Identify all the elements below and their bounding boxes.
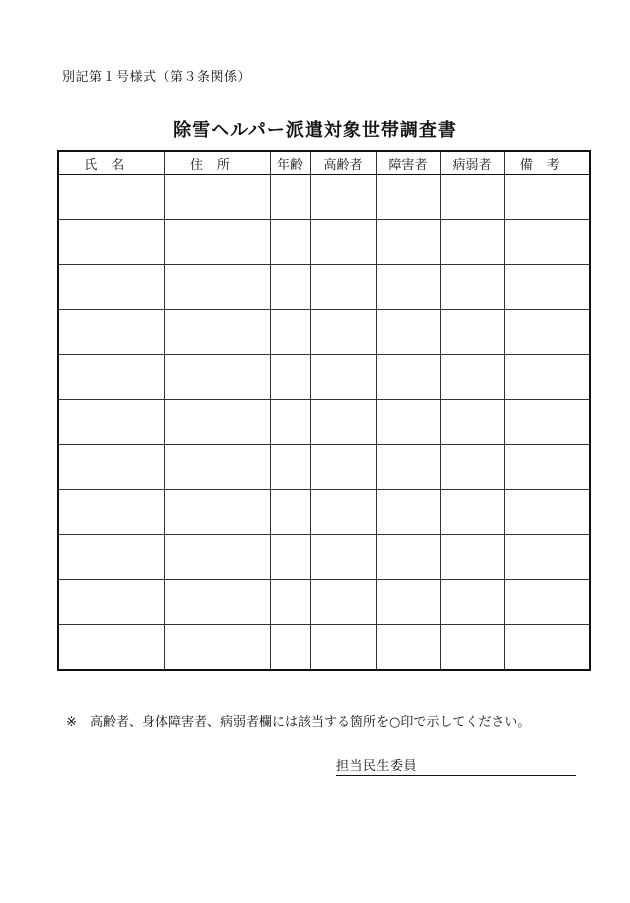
cell-disabled[interactable] (376, 400, 440, 445)
cell-address[interactable] (164, 400, 270, 445)
table-row (58, 220, 590, 265)
cell-disabled[interactable] (376, 310, 440, 355)
table-row (58, 355, 590, 400)
cell-address[interactable] (164, 490, 270, 535)
table-row (58, 625, 590, 671)
cell-age[interactable] (270, 580, 310, 625)
cell-infirm[interactable] (440, 355, 504, 400)
signature-label: 担当民生委員 (336, 759, 418, 774)
cell-name[interactable] (58, 625, 164, 671)
cell-remarks[interactable] (504, 265, 590, 310)
cell-age[interactable] (270, 220, 310, 265)
cell-remarks[interactable] (504, 220, 590, 265)
cell-name[interactable] (58, 490, 164, 535)
cell-name[interactable] (58, 220, 164, 265)
cell-name[interactable] (58, 265, 164, 310)
header-disabled: 障害者 (376, 151, 440, 175)
signature-field[interactable] (336, 755, 576, 776)
table-row (58, 580, 590, 625)
cell-address[interactable] (164, 535, 270, 580)
cell-age[interactable] (270, 535, 310, 580)
cell-elderly[interactable] (310, 400, 376, 445)
cell-name[interactable] (58, 445, 164, 490)
cell-name[interactable] (58, 580, 164, 625)
cell-disabled[interactable] (376, 490, 440, 535)
header-address: 住所 (164, 151, 270, 175)
cell-infirm[interactable] (440, 310, 504, 355)
cell-elderly[interactable] (310, 490, 376, 535)
cell-address[interactable] (164, 625, 270, 671)
cell-elderly[interactable] (310, 220, 376, 265)
cell-infirm[interactable] (440, 400, 504, 445)
cell-remarks[interactable] (504, 535, 590, 580)
cell-remarks[interactable] (504, 310, 590, 355)
cell-elderly[interactable] (310, 535, 376, 580)
cell-age[interactable] (270, 625, 310, 671)
cell-elderly[interactable] (310, 355, 376, 400)
table-row (58, 175, 590, 220)
cell-disabled[interactable] (376, 220, 440, 265)
cell-disabled[interactable] (376, 580, 440, 625)
header-remarks: 備考 (504, 151, 590, 175)
cell-disabled[interactable] (376, 445, 440, 490)
cell-remarks[interactable] (504, 580, 590, 625)
cell-elderly[interactable] (310, 445, 376, 490)
cell-disabled[interactable] (376, 265, 440, 310)
household-survey-table (57, 150, 591, 671)
cell-disabled[interactable] (376, 355, 440, 400)
cell-age[interactable] (270, 400, 310, 445)
cell-name[interactable] (58, 535, 164, 580)
cell-age[interactable] (270, 355, 310, 400)
cell-remarks[interactable] (504, 355, 590, 400)
cell-age[interactable] (270, 490, 310, 535)
header-infirm: 病弱者 (440, 151, 504, 175)
cell-address[interactable] (164, 355, 270, 400)
cell-infirm[interactable] (440, 490, 504, 535)
header-age: 年齢 (270, 151, 310, 175)
cell-infirm[interactable] (440, 175, 504, 220)
cell-elderly[interactable] (310, 265, 376, 310)
cell-age[interactable] (270, 265, 310, 310)
cell-disabled[interactable] (376, 625, 440, 671)
table-body (58, 175, 590, 671)
cell-remarks[interactable] (504, 175, 590, 220)
document-title: 除雪ヘルパー派遣対象世帯調査書 (173, 120, 457, 141)
cell-elderly[interactable] (310, 175, 376, 220)
table-row (58, 535, 590, 580)
note-mark: ※ (66, 715, 77, 730)
cell-address[interactable] (164, 265, 270, 310)
cell-name[interactable] (58, 400, 164, 445)
cell-address[interactable] (164, 310, 270, 355)
cell-infirm[interactable] (440, 220, 504, 265)
table-header-row (58, 151, 590, 175)
cell-infirm[interactable] (440, 625, 504, 671)
cell-remarks[interactable] (504, 490, 590, 535)
cell-name[interactable] (58, 355, 164, 400)
cell-remarks[interactable] (504, 445, 590, 490)
header-name: 氏名 (58, 151, 164, 175)
cell-address[interactable] (164, 175, 270, 220)
note-text: 高齢者、身体障害者、病弱者欄には該当する箇所を○印で示してください。 (90, 715, 531, 730)
cell-elderly[interactable] (310, 625, 376, 671)
table-row (58, 445, 590, 490)
table-row (58, 400, 590, 445)
cell-remarks[interactable] (504, 625, 590, 671)
cell-disabled[interactable] (376, 175, 440, 220)
cell-age[interactable] (270, 175, 310, 220)
header-elderly: 高齢者 (310, 151, 376, 175)
instruction-note (66, 711, 530, 730)
cell-remarks[interactable] (504, 400, 590, 445)
cell-address[interactable] (164, 220, 270, 265)
cell-infirm[interactable] (440, 535, 504, 580)
cell-infirm[interactable] (440, 580, 504, 625)
cell-infirm[interactable] (440, 445, 504, 490)
table-row (58, 490, 590, 535)
cell-address[interactable] (164, 445, 270, 490)
cell-name[interactable] (58, 175, 164, 220)
cell-address[interactable] (164, 580, 270, 625)
table-row (58, 310, 590, 355)
cell-name[interactable] (58, 310, 164, 355)
cell-disabled[interactable] (376, 535, 440, 580)
cell-age[interactable] (270, 310, 310, 355)
table-row (58, 265, 590, 310)
cell-elderly[interactable] (310, 310, 376, 355)
cell-age[interactable] (270, 445, 310, 490)
cell-infirm[interactable] (440, 265, 504, 310)
cell-elderly[interactable] (310, 580, 376, 625)
form-number-label: 別記第１号様式（第３条関係） (62, 70, 252, 85)
